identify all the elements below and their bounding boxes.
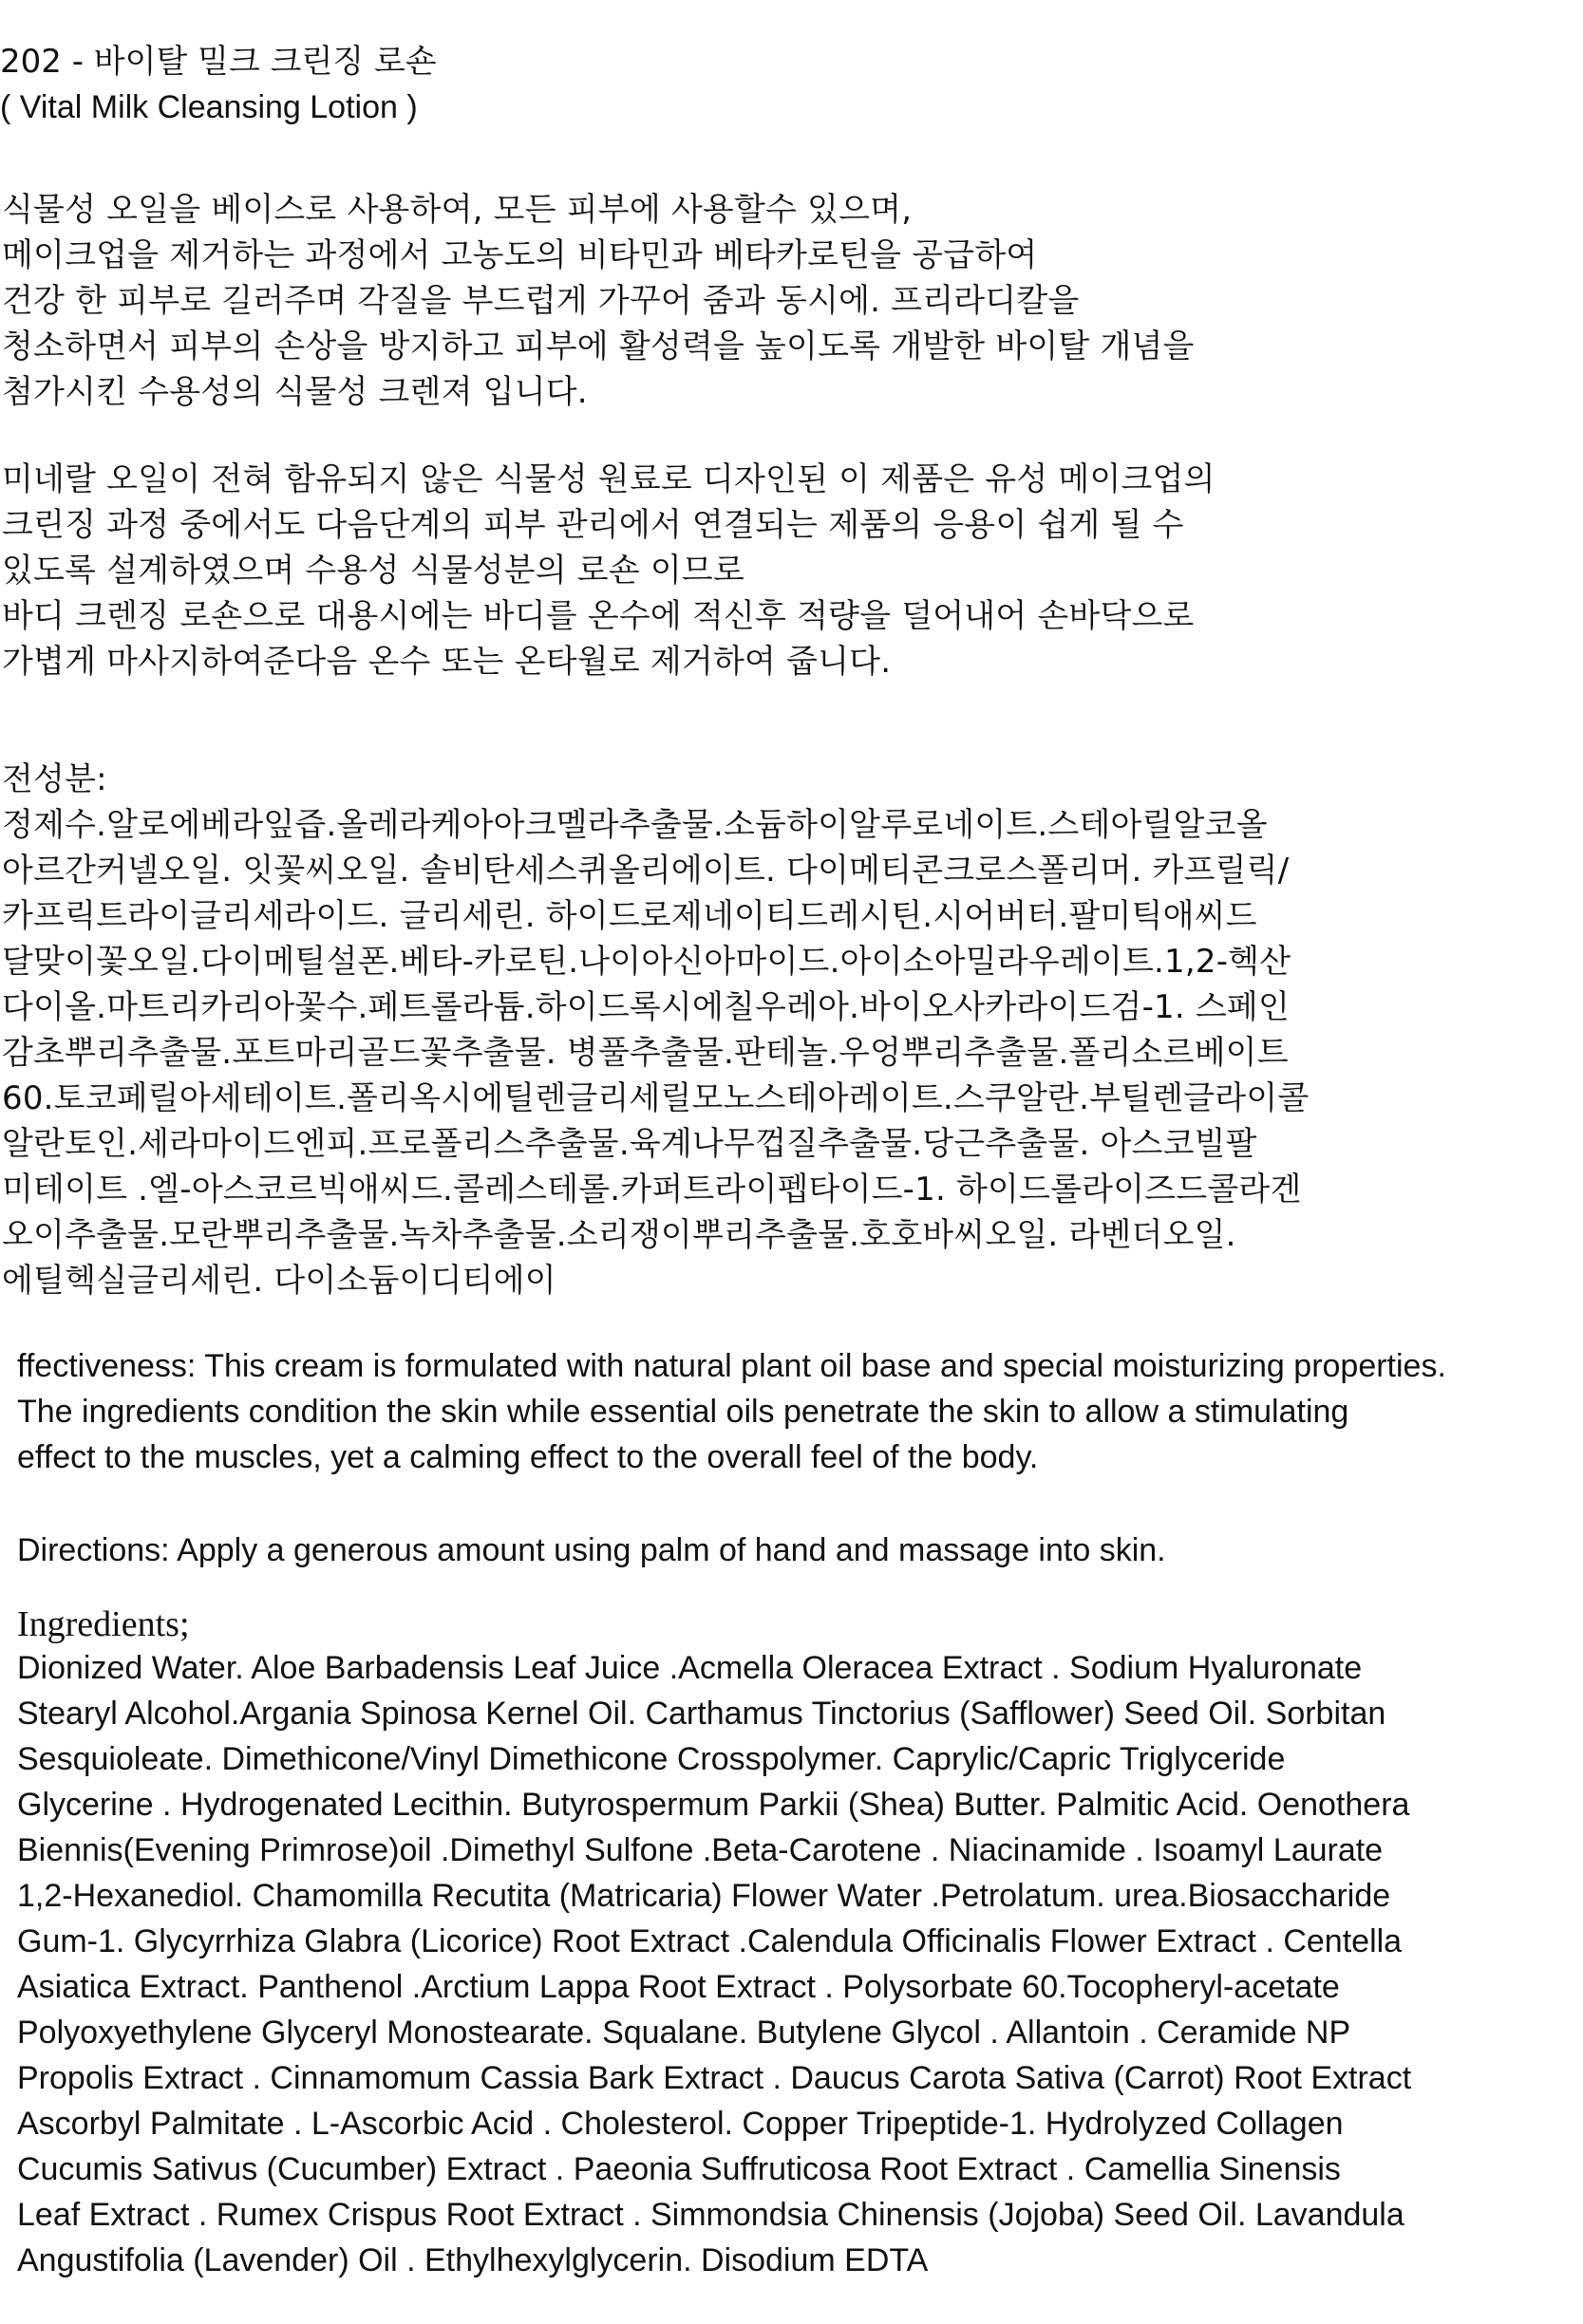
- english-ingredients-line: Propolis Extract . Cinnamomum Cassia Bark Extract . Daucus Carota Sativa (Carrot) Root Extract: [17, 2060, 1412, 2096]
- english-ingredients-line: Asiatica Extract. Panthenol .Arctium Lappa Root Extract . Polysorbate 60.Tocopheryl-acetate: [17, 1969, 1340, 2005]
- korean-ingredients-line: 오이추출물.모란뿌리추출물.녹차추출물.소리쟁이뿌리추출물.호호바씨오일. 라벤더오일.: [2, 1216, 1236, 1254]
- korean-paragraph-1-line: 메이크업을 제거하는 과정에서 고농도의 비타민과 베타카로틴을 공급하여: [2, 236, 1038, 274]
- korean-paragraph-2-line: 미네랄 오일이 전혀 함유되지 않은 식물성 원료로 디자인된 이 제품은 유성 메이크업의: [2, 460, 1216, 498]
- korean-ingredients-line: 에틸헥실글리세린. 다이소듐이디티에이: [2, 1262, 556, 1300]
- english-ingredients-line: Glycerine . Hydrogenated Lecithin. Butyrospermum Parkii (Shea) Butter. Palmitic Acid. Oenothera: [17, 1787, 1410, 1823]
- korean-ingredients-line: 60.토코페릴아세테이트.폴리옥시에틸렌글리세릴모노스테아레이트.스쿠알란.부틸렌글라이콜: [2, 1079, 1310, 1117]
- page-title: 202 - 바이탈 밀크 크린징 로숀: [0, 43, 437, 81]
- korean-paragraph-1-line: 식물성 오일을 베이스로 사용하여, 모든 피부에 사용할수 있으며,: [2, 191, 913, 229]
- english-ingredients-line: Ascorbyl Palmitate . L-Ascorbic Acid . Cholesterol. Copper Tripeptide-1. Hydrolyzed Collagen: [17, 2106, 1344, 2142]
- korean-ingredients-line: 감초뿌리추출물.포트마리골드꽃추출물. 병풀추출물.판테놀.우엉뿌리추출물.폴리소르베이트: [2, 1034, 1289, 1072]
- english-effectiveness-line: The ingredients condition the skin while essential oils penetrate the skin to allow a stimulating: [17, 1394, 1349, 1430]
- korean-ingredients-label: 전성분:: [2, 760, 107, 798]
- english-ingredients-label: Ingredients;: [17, 1604, 190, 1644]
- english-ingredients-line: Dionized Water. Aloe Barbadensis Leaf Juice .Acmella Oleracea Extract . Sodium Hyaluronate: [17, 1650, 1363, 1686]
- english-ingredients-line: Polyoxyethylene Glyceryl Monostearate. Squalane. Butylene Glycol . Allantoin . Ceramide NP: [17, 2015, 1351, 2051]
- korean-paragraph-1-line: 청소하면서 피부의 손상을 방지하고 피부에 활성력을 높이도록 개발한 바이탈 개념을: [2, 328, 1195, 365]
- korean-ingredients-line: 미테이트 .엘-아스코르빅애씨드.콜레스테롤.카퍼트라이펩타이드-1. 하이드롤라이즈드콜라겐: [2, 1171, 1302, 1209]
- english-ingredients-line: 1,2-Hexanediol. Chamomilla Recutita (Matricaria) Flower Water .Petrolatum. urea.Biosaccharide: [17, 1878, 1391, 1914]
- korean-ingredients-line: 아르간커넬오일. 잇꽃씨오일. 솔비탄세스퀴올리에이트. 다이메티콘크로스폴리머. 카프릴릭/: [2, 852, 1290, 890]
- english-directions: Directions: Apply a generous amount using palm of hand and massage into skin.: [17, 1532, 1166, 1568]
- english-ingredients-line: Gum-1. Glycyrrhiza Glabra (Licorice) Root Extract .Calendula Officinalis Flower Extract . Centella: [17, 1923, 1403, 1959]
- korean-ingredients-line: 정제수.알로에베라잎즙.올레라케아아크멜라추출물.소듐하이알루로네이트.스테아릴알코올: [2, 806, 1268, 844]
- korean-paragraph-1-line: 건강 한 피부로 길러주며 각질을 부드럽게 가꾸어 줌과 동시에. 프리라디칼을: [2, 282, 1080, 320]
- english-ingredients-line: Cucumis Sativus (Cucumber) Extract . Paeonia Suffruticosa Root Extract . Camellia Sinensis: [17, 2151, 1341, 2187]
- english-ingredients-line: Stearyl Alcohol.Argania Spinosa Kernel Oil. Carthamus Tinctorius (Safflower) Seed Oil. Sorbitan: [17, 1696, 1386, 1732]
- korean-paragraph-2-line: 크린징 과정 중에서도 다음단계의 피부 관리에서 연결되는 제품의 응용이 쉽게 될 수: [2, 506, 1184, 544]
- english-ingredients-line: Angustifolia (Lavender) Oil . Ethylhexylglycerin. Disodium EDTA: [17, 2242, 929, 2278]
- korean-ingredients-line: 다이올.마트리카리아꽃수.페트롤라튬.하이드록시에칠우레아.바이오사카라이드검-1. 스페인: [2, 988, 1291, 1026]
- korean-paragraph-1-line: 첨가시킨 수용성의 식물성 크렌져 입니다.: [2, 373, 588, 411]
- korean-ingredients-line: 카프릭트라이글리세라이드. 글리세린. 하이드로제네이티드레시틴.시어버터.팔미틱애씨드: [2, 897, 1257, 935]
- korean-ingredients-line: 달맞이꽃오일.다이메틸설폰.베타-카로틴.나이아신아마이드.아이소아밀라우레이트.1,2-헥산: [2, 943, 1291, 981]
- korean-ingredients-line: 알란토인.세라마이드엔피.프로폴리스추출물.육계나무껍질추출물.당근추출물. 아스코빌팔: [2, 1125, 1257, 1163]
- english-ingredients-line: Biennis(Evening Primrose)oil .Dimethyl Sulfone .Beta-Carotene . Niacinamide . Isoamyl Laurate: [17, 1832, 1384, 1868]
- english-effectiveness-line: effect to the muscles, yet a calming effect to the overall feel of the body.: [17, 1439, 1039, 1475]
- english-ingredients-line: Leaf Extract . Rumex Crispus Root Extract . Simmondsia Chinensis (Jojoba) Seed Oil. Lavandula: [17, 2197, 1404, 2233]
- korean-paragraph-2-line: 있도록 설계하였으며 수용성 식물성분의 로숀 이므로: [2, 552, 745, 590]
- english-ingredients-line: Sesquioleate. Dimethicone/Vinyl Dimethicone Crosspolymer. Caprylic/Capric Triglyceride: [17, 1741, 1286, 1777]
- korean-paragraph-2-line: 바디 크렌징 로숀으로 대용시에는 바디를 온수에 적신후 적량을 덜어내어 손바닥으로: [2, 597, 1195, 635]
- page-subtitle: ( Vital Milk Cleansing Lotion ): [0, 89, 418, 125]
- english-effectiveness-line: ffectiveness: This cream is formulated with natural plant oil base and special moisturizing properties.: [17, 1348, 1446, 1384]
- korean-paragraph-2-line: 가볍게 마사지하여준다음 온수 또는 온타월로 제거하여 줍니다.: [2, 643, 892, 681]
